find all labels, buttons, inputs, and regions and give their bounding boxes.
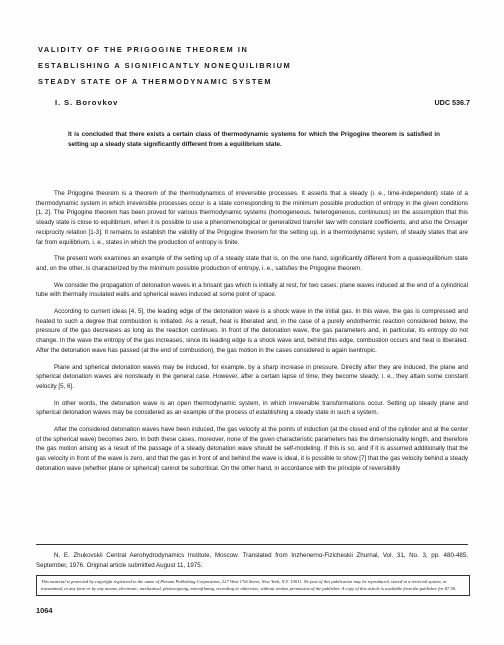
title-line: ESTABLISHING A SIGNIFICANTLY NONEQUILIBRIUM	[38, 61, 292, 70]
article-title	[38, 42, 478, 90]
body-paragraph: The present work examines an example of the setting up of a steady state that is, on the one hand, significantly different from a quasiequilibrium state and, on the other, is characterized by the minimum possible production of entropy, i. e., satisfies the Prigogine theorem.	[36, 255, 468, 272]
title-line: STEADY STATE OF A THERMODYNAMIC SYSTEM	[38, 77, 273, 86]
body-paragraph: According to current ideas [4, 5], the leading edge of the detonation wave is a shock wave in the initial gas. In this wave, the gas is compressed and heated to such a degree that combustion is initiated. As a result, heat is liberated and, in the case of a purely endothermic reaction considered below, the pressure of the gas decreases as long as the reaction continues. In front of the detonation wave, the gas parameters and, in particular, its entropy do not change. In the wave the entropy of the gas increases, since its leading edge is a shock wave and, behind this edge, combustion occurs and heat is liberated. After the detonation wave has passed (at the end of combustion), the gas motion in the cases considered is again isentropic.	[36, 308, 468, 354]
udc-code: UDC 536.7	[434, 98, 470, 107]
abstract: It is concluded that there exists a certain class of thermodynamic systems for which the Prigogine theorem is satisfied in setting up a steady state significantly different from a equilibrium state.	[68, 131, 440, 148]
page-number: 1064	[36, 606, 53, 615]
author-name: I. S. Borovkov	[55, 98, 119, 107]
body-paragraph: Plane and spherical detonation waves may be induced, for example, by a sharp increase in pressure. Directly after they are induced, the plane and spherical detonation waves are nonsteady in the general case. However, after a certain lapse of time, they become steady; i. e., they attain some constant velocity [5, 6].	[36, 363, 468, 390]
affiliation-footnote: N. E. Zhukovskii Central Aerohydrodynamics Institute, Moscow. Translated from Inzhenerno-Fizicheskii Zhurnal, Vol. 31, No. 3, pp. 480-485, September, 1976. Original article submitted August 11, 1975.	[36, 544, 468, 570]
copyright-notice: This material is protected by copyright registered in the name of Plenum Publishing Corporation, 227 West 17th Street, New York, N.Y. 10011. No part of this publication may be reproduced, stored in a retrieval system, or transmitted, in any form or by any means, electronic, mechanical, photocopying, microfilming, recording or otherwise, without written permission of the publisher. A copy of this article is available from the publisher for $7.50.	[36, 575, 470, 596]
title-line: VALIDITY OF THE PRIGOGINE THEOREM IN	[38, 45, 249, 54]
body-paragraph: After the considered detonation waves have been induced, the gas velocity at the points of induction (at the closed end of the cylinder and at the center of the spherical wave) becomes zero. In both these cases, moreover, none of the given characteristic parameters has the dimensionality length, and therefore the gas motion arising as a result of the passage of a steady detonation wave should be self-modeling. If this is so, and if it is assumed additionally that the gas velocity in front of the wave is zero, and that the gas in front of and behind the wave is ideal, it is possible to show [7] that the gas velocity behind a steady detonation wave (whether plane or spherical) cannot be subcritical. On the other hand, in accordance with the principle of reversibility	[36, 426, 469, 472]
article-body	[36, 189, 468, 481]
body-paragraph: The Prigogine theorem is a theorem of the thermodynamics of irreversible processes. It asserts that a steady (i. e., time-independent) state of a thermodynamic system in which irreversible processes occur is a state corresponding to the minimum possible production of entropy in the given conditions [1, 2]. The Prigogine theorem has been proved for various thermodynamic systems (homogeneous, heterogeneous, continuous) on the assumption that this steady state is close to equilibrium, when it is possible to use a phenomenological or generalized transfer law with constant coefficients, and also the Onsager reciprocity relation [1-3]. It remains to establish the validity of the Prigogine theorem for the setting up, in a thermodynamic system, of steady states that are far from equilibrium, i. e., states in which the production of entropy is finite.	[36, 190, 468, 246]
body-paragraph: In other words, the detonation wave is an open thermodynamic system, in which irreversible transformations occur. Setting up steady plane and spherical detonation waves may be considered as an example of the process of establishing a steady state in such a system.	[36, 399, 468, 417]
body-paragraph: We consider the propagation of detonation waves in a brisant gas which is initially at rest, for two cases: plane waves induced at the end of a cylindrical tube with thermally insulated walls and spherical waves induced at some point of space.	[36, 281, 468, 299]
